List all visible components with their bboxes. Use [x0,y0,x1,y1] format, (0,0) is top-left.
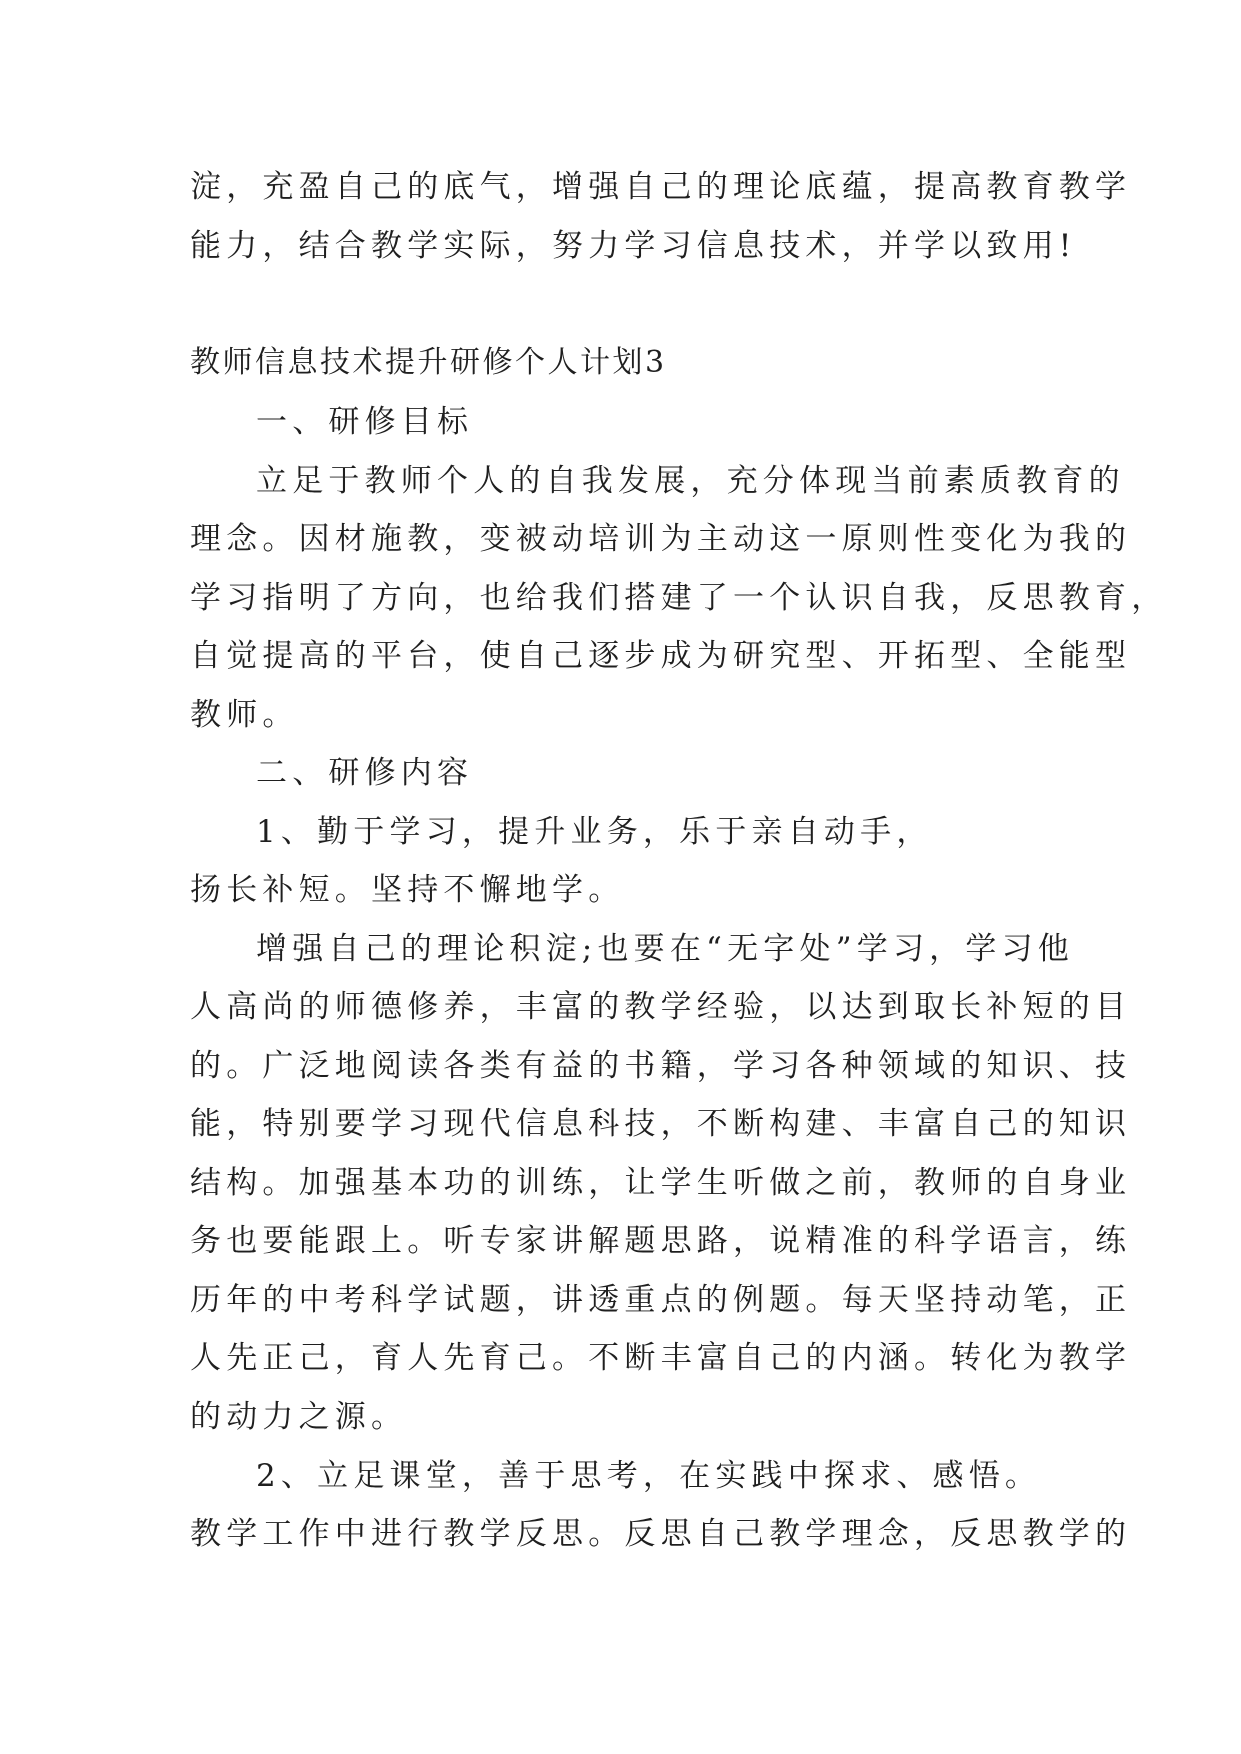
paragraph-line: 的。广泛地阅读各类有益的书籍，学习各种领域的知识、技 [190,1048,1132,1084]
paragraph-line: 淀，充盈自己的底气，增强自己的理论底蕴，提高教育教学 [190,169,1132,205]
paragraph-line: 教师。 [190,697,299,733]
list-item-heading: 2、立足课堂，善于思考，在实践中探求、感悟。 [256,1458,1042,1494]
paragraph-line: 能力，结合教学实际，努力学习信息技术，并学以致用! [190,228,1077,264]
paragraph-line: 自觉提高的平台，使自己逐步成为研究型、开拓型、全能型 [190,638,1132,674]
paragraph-line: 人先正己，育人先育己。不断丰富自己的内涵。转化为教学 [190,1340,1132,1376]
paragraph-line: 结构。加强基本功的训练，让学生听做之前，教师的自身业 [190,1165,1132,1201]
paragraph-line: 扬长补短。坚持不懈地学。 [190,872,625,908]
section-heading: 一、研修目标 [256,404,474,440]
paragraph-line: 人高尚的师德修养，丰富的教学经验，以达到取长补短的目 [190,989,1132,1025]
paragraph-line: 历年的中考科学试题，讲透重点的例题。每天坚持动笔，正 [190,1282,1132,1318]
paragraph-line: 务也要能跟上。听专家讲解题思路，说精准的科学语言，练 [190,1223,1132,1259]
paragraph-line: 理念。因材施教，变被动培训为主动这一原则性变化为我的 [190,521,1132,557]
paragraph-line: 增强自己的理论积淀;也要在“无字处”学习，学习他 [256,931,1074,967]
paragraph-line: 能，特别要学习现代信息科技，不断构建、丰富自己的知识 [190,1106,1132,1142]
paragraph-line: 学习指明了方向，也给我们搭建了一个认识自我，反思教育， [190,580,1168,616]
section-heading: 二、研修内容 [256,755,474,791]
paragraph-line: 的动力之源。 [190,1399,408,1435]
paragraph-line: 立足于教师个人的自我发展，充分体现当前素质教育的 [256,463,1125,499]
section-title: 教师信息技术提升研修个人计划3 [190,345,667,380]
paragraph-line: 教学工作中进行教学反思。反思自己教学理念，反思教学的 [190,1516,1132,1552]
list-item-heading: 1、勤于学习，提升业务，乐于亲自动手， [256,814,933,850]
